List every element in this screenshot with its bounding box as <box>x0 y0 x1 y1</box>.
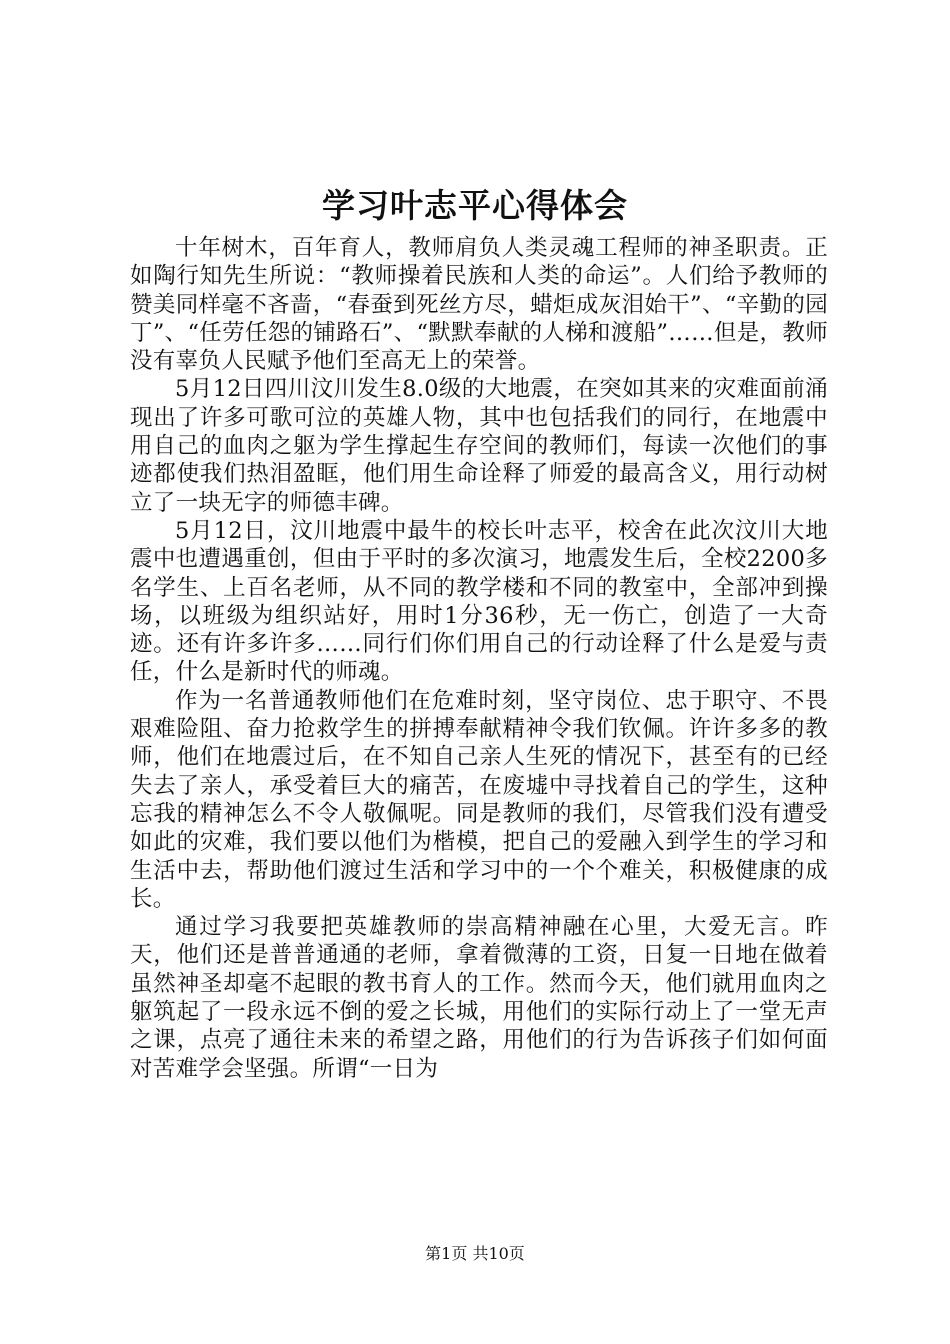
paragraph-2: 5月12日四川汶川发生8.0级的大地震，在突如其来的灾难面前涌现出了许多可歌可泣的英雄人物，其中也包括我们的同行，在地震中用自己的血肉之躯为学生撑起生存空间的教师们，每读一次他们的事迹都使我们热泪盈眶，他们用生命诠释了师爱的最高含义，用行动树立了一块无字的师德丰碑。 <box>130 376 828 516</box>
paragraph-5: 通过学习我要把英雄教师的崇高精神融在心里，大爱无言。昨天，他们还是普普通通的老师，拿着微薄的工资，日复一日地在做着虽然神圣却毫不起眼的教书育人的工作。然而今天，他们就用血肉之躯筑起了一段永远不倒的爱之长城，用他们的实际行动上了一堂无声之课，点亮了通往未来的希望之路，用他们的行为告诉孩子们如何面对苦难学会坚强。所谓“一日为 <box>130 914 828 1082</box>
paragraph-1: 十年树木，百年育人，教师肩负人类灵魂工程师的神圣职责。正如陶行知先生所说：“教师操着民族和人类的命运”。人们给予教师的赞美同样毫不吝啬，“春蚕到死丝方尽，蜡炬成灰泪始干”、“辛勤的园丁”、“任劳任怨的铺路石”、“默默奉献的人梯和渡船”……但是，教师没有辜负人民赋予他们至高无上的荣誉。 <box>130 235 828 375</box>
document-body <box>130 234 828 1083</box>
paragraph-3: 5月12日，汶川地震中最牛的校长叶志平，校舍在此次汶川大地震中也遭遇重创，但由于平时的多次演习，地震发生后，全校2200多名学生、上百名老师，从不同的教学楼和不同的教室中，全部冲到操场，以班级为组织站好，用时1分36秒，无一伤亡，创造了一大奇迹。还有许多许多……同行们你们用自己的行动诠释了什么是爱与责任，什么是新时代的师魂。 <box>130 517 828 686</box>
document-title: 学习叶志平心得体会 <box>322 186 628 225</box>
paragraph-4: 作为一名普通教师他们在危难时刻，坚守岗位、忠于职守、不畏艰难险阻、奋力抢救学生的拼搏奉献精神令我们钦佩。许许多多的教师，他们在地震过后，在不知自己亲人生死的情况下，甚至有的已经失去了亲人，承受着巨大的痛苦，在废墟中寻找着自己的学生，这种忘我的精神怎么不令人敬佩呢。同是教师的我们，尽管我们没有遭受如此的灾难，我们要以他们为楷模，把自己的爱融入到学生的学习和生活中去，帮助他们渡过生活和学习中的一个个难关，积极健康的成长。 <box>130 687 828 912</box>
page-footer: 第1页 共10页 <box>425 1244 525 1263</box>
